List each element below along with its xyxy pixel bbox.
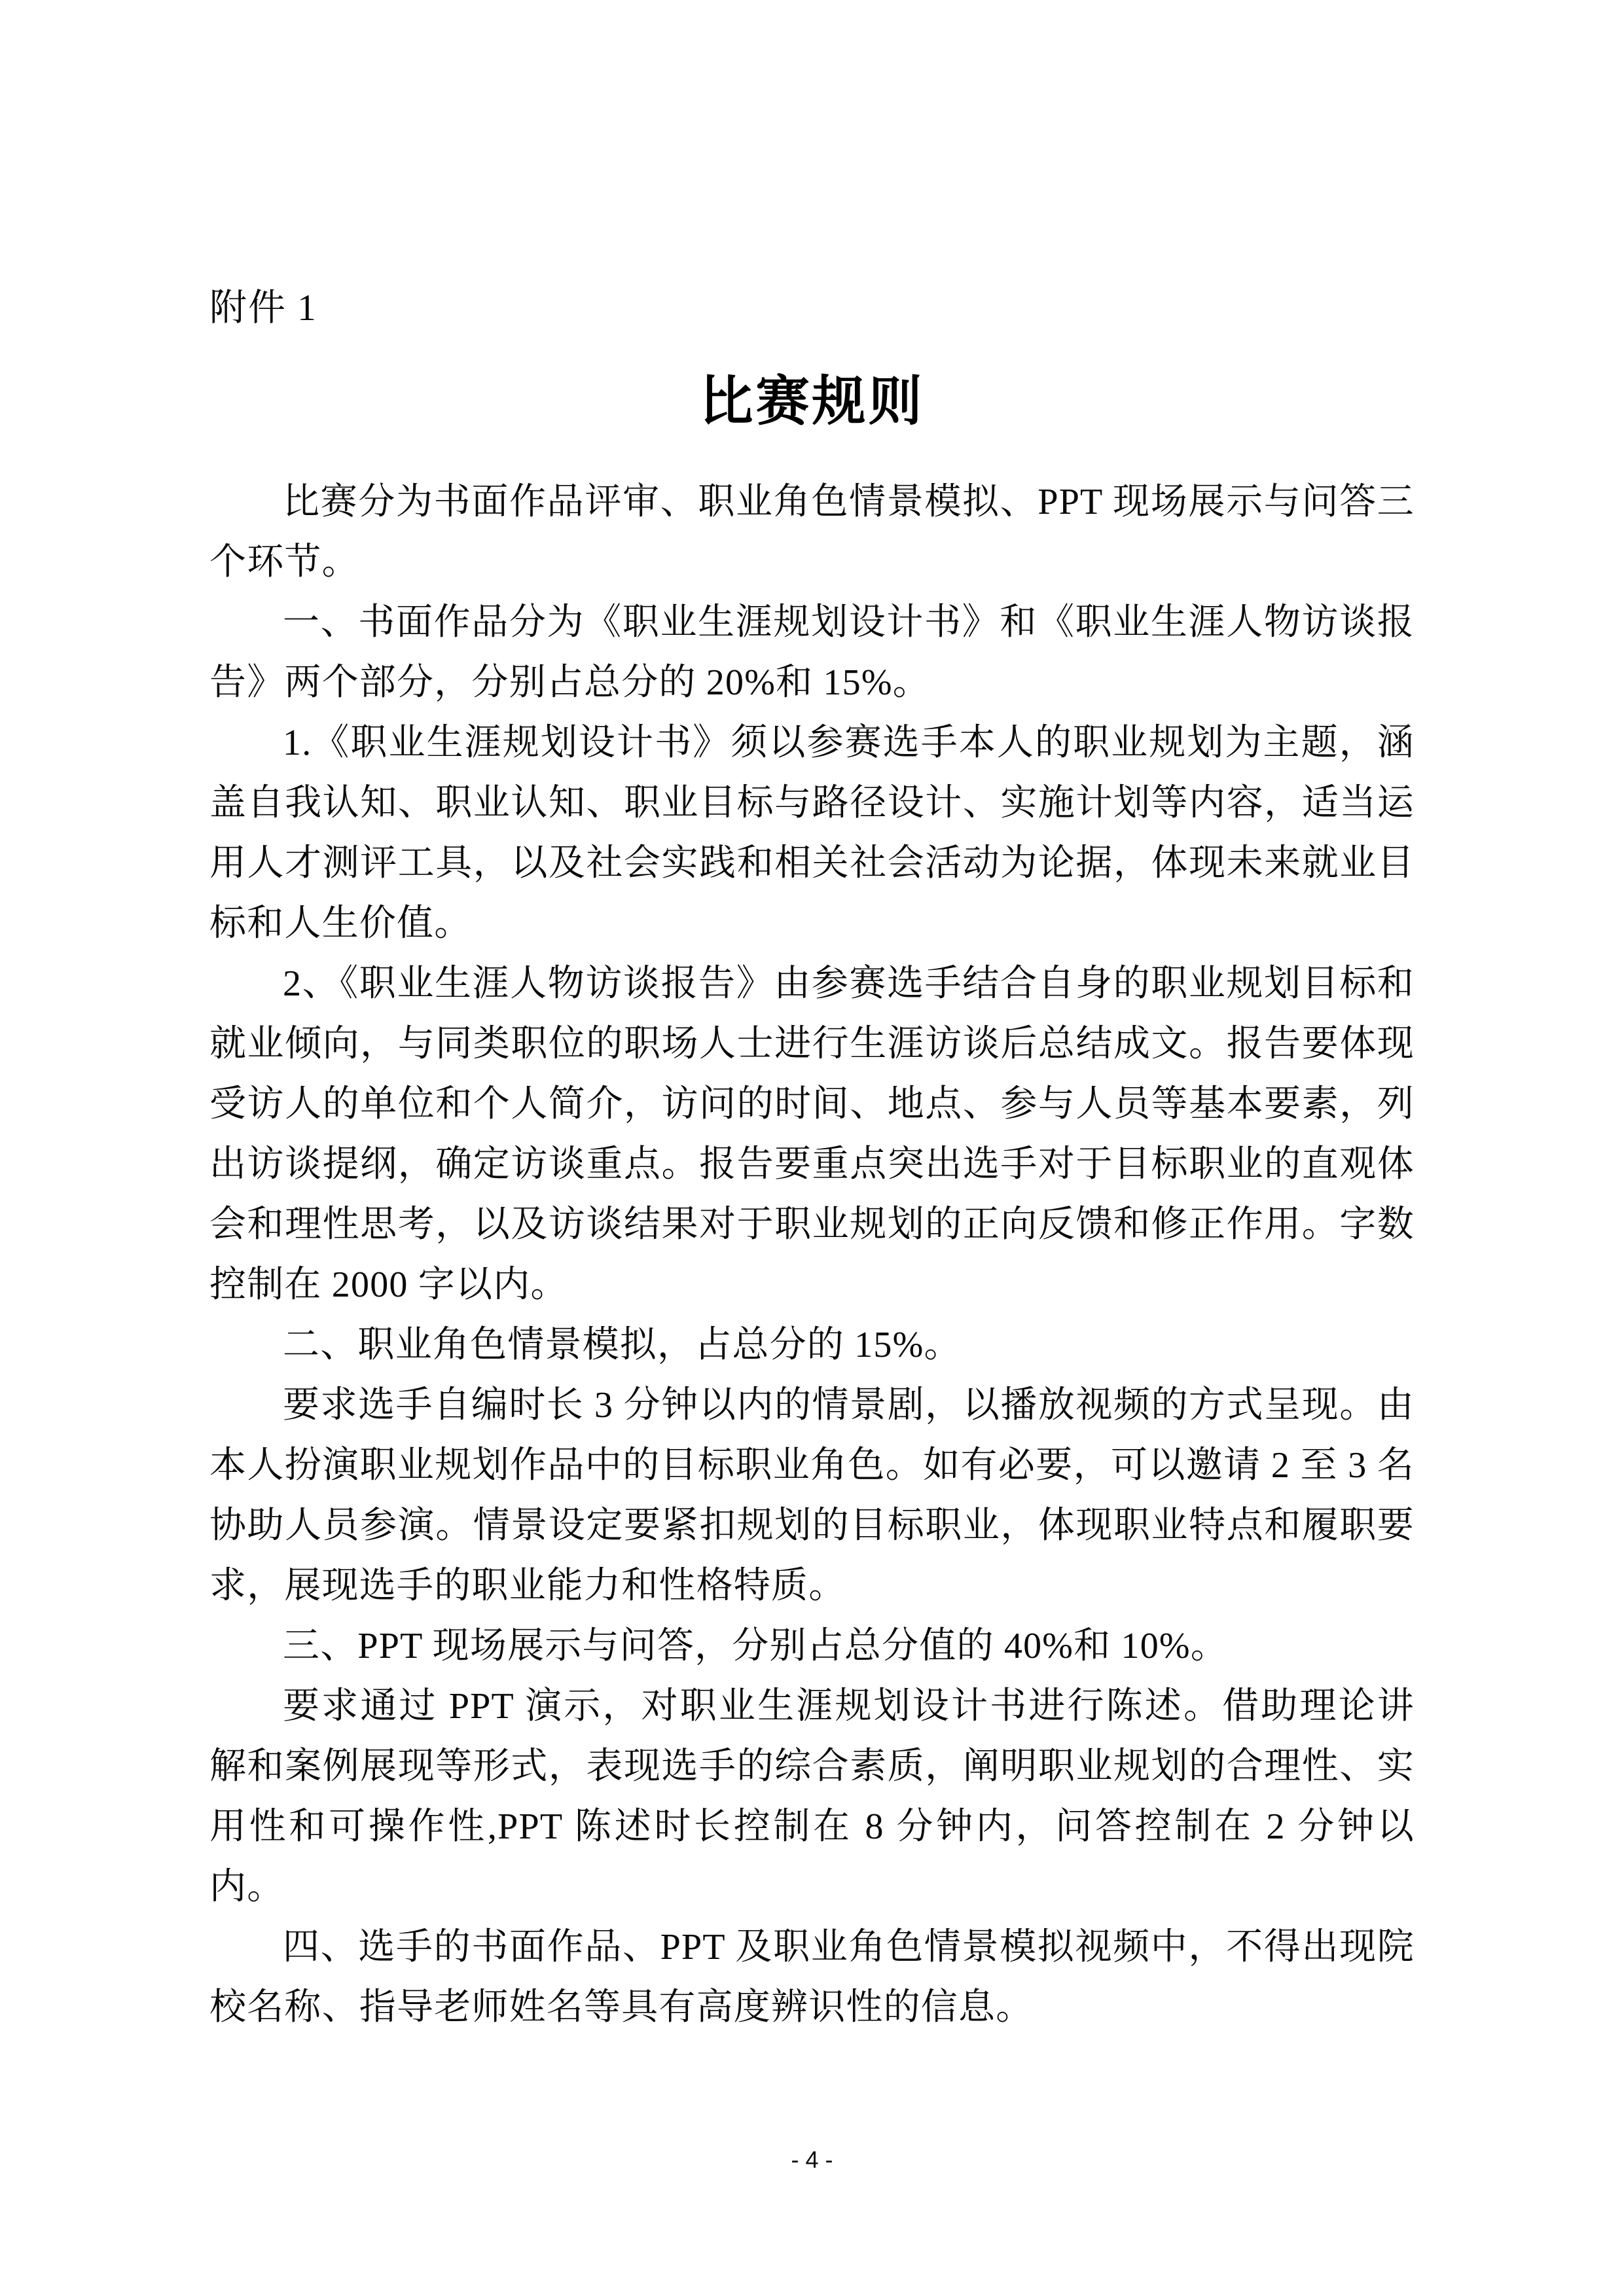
attachment-label: 附件 1 bbox=[209, 287, 317, 329]
body-paragraph-section-1: 一、书面作品分为《职业生涯规划设计书》和《职业生涯人物访谈报告》两个部分，分别占总分的 20%和 15%。 bbox=[209, 602, 1415, 703]
body-paragraph-section-4: 四、选手的书面作品、PPT 及职业角色情景模拟视频中，不得出现院校名称、指导老师姓名等具有高度辨识性的信息。 bbox=[209, 1927, 1415, 2028]
body-paragraph-section-3-detail: 要求通过 PPT 演示，对职业生涯规划设计书进行陈述。借助理论讲解和案例展现等形式，表现选手的综合素质，阐明职业规划的合理性、实用性和可操作性,PPT 陈述时长控制在 8 分钟内，问答控制在 2 分钟以内。 bbox=[209, 1686, 1415, 1907]
document-body bbox=[209, 472, 1415, 2037]
body-paragraph-section-3: 三、PPT 现场展示与问答，分别占总分值的 40%和 10%。 bbox=[283, 1626, 1228, 1666]
body-paragraph-intro: 比赛分为书面作品评审、职业角色情景模拟、PPT 现场展示与问答三个环节。 bbox=[209, 482, 1415, 583]
body-paragraph-item-1: 1.《职业生涯规划设计书》须以参赛选手本人的职业规划为主题，涵盖自我认知、职业认知、职业目标与路径设计、实施计划等内容，适当运用人才测评工具，以及社会实践和相关社会活动为论据，体现未来就业目标和人生价值。 bbox=[209, 723, 1415, 944]
page-number: - 4 - bbox=[791, 2146, 833, 2173]
body-paragraph-section-2: 二、职业角色情景模拟，占总分的 15%。 bbox=[283, 1325, 962, 1365]
document-title: 比赛规则 bbox=[699, 372, 925, 431]
body-paragraph-item-2: 2、《职业生涯人物访谈报告》由参赛选手结合自身的职业规划目标和就业倾向，与同类职位的职场人士进行生涯访谈后总结成文。报告要体现受访人的单位和个人简介，访问的时间、地点、参与人员等基本要素，列出访谈提纲，确定访谈重点。报告要重点突出选手对于目标职业的直观体会和理性思考，以及访谈结果对于职业规划的正向反馈和修正作用。字数控制在 2000 字以内。 bbox=[209, 963, 1415, 1305]
body-paragraph-section-2-detail: 要求选手自编时长 3 分钟以内的情景剧，以播放视频的方式呈现。由本人扮演职业规划作品中的目标职业角色。如有必要，可以邀请 2 至 3 名协助人员参演。情景设定要紧扣规划的目标职业，体现职业特点和履职要求，展现选手的职业能力和性格特质。 bbox=[209, 1385, 1415, 1606]
